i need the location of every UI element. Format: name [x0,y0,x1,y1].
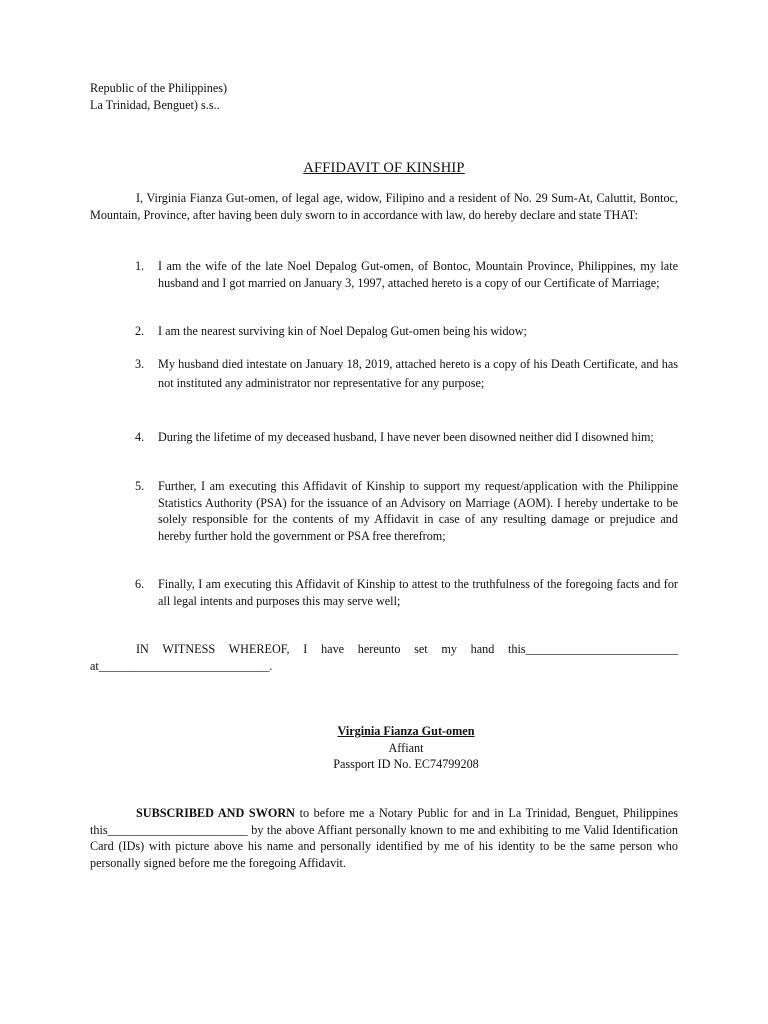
clause-number: 5. [135,479,145,493]
clause-number: 6. [135,577,145,591]
clause-4 [135,429,678,446]
witness-paragraph: IN WITNESS WHEREOF, I have hereunto set my hand this_________________________ at____________________________. [90,642,678,673]
affiant-name: Virginia Fianza Gut-omen [337,724,475,738]
clause-text: Finally, I am executing this Affidavit of Kinship to attest to the truthfulness of the foregoing facts and for all legal intents and purposes this may serve well; [158,577,678,608]
clause-text: Further, I am executing this Affidavit of Kinship to support my request/application with the Philippine Statistics Authority (PSA) for the issuance of an Advisory on Marriage (AOM). I hereby undertake to be solely responsible for the contents of my Affidavit in case of any resulting damage or prejudice and hereby further hold the government or PSA free therefrom; [158,479,678,543]
clause-5 [135,478,678,544]
clause-1 [135,258,678,291]
venue-block [90,80,490,113]
clause-number: 4. [135,430,145,444]
clause-2 [135,323,678,340]
affiant-role: Affiant [388,740,424,755]
intro-paragraph: I, Virginia Fianza Gut-omen, of legal age, widow, Filipino and a resident of No. 29 Sum-At, Caluttit, Bontoc, Mountain, Province, after having been duly sworn to in accordance with law, do hereby declare and state THAT: [90,191,678,222]
clause-text: My husband died intestate on January 18, 2019, attached hereto is a copy of his Death Certificate, and has not instituted any administrator nor representative for any purpose; [158,357,678,390]
signature-block [90,723,722,773]
clause-3 [135,355,678,393]
document-title: AFFIDAVIT OF KINSHIP [303,160,465,176]
venue-line-municipality: La Trinidad, Benguet) s.s.. [90,97,220,112]
clause-number: 3. [135,357,145,371]
clause-6 [135,576,678,609]
jurat-lead: SUBSCRIBED AND SWORN [136,806,295,820]
affiant-passport-id: Passport ID No. EC74799208 [333,757,479,772]
clause-number: 2. [135,324,145,338]
jurat-text: to before me a Notary Public for and in La Trinidad, Benguet, Philippines this_______________________ by the above Affiant personally known to me and exhibiting to me Valid Identification Card (IDs) with picture above his name and personally identified by me of his identity to be the same person who personally signed before me the foregoing Affidavit. [90,806,678,870]
jurat-paragraph [90,805,678,871]
clause-text: I am the nearest surviving kin of Noel Depalog Gut-omen being his widow; [158,324,527,338]
clause-number: 1. [135,259,145,273]
venue-line-country: Republic of the Philippines) [90,81,228,95]
clause-text: During the lifetime of my deceased husband, I have never been disowned neither did I disowned him; [158,430,654,444]
clause-text: I am the wife of the late Noel Depalog Gut-omen, of Bontoc, Mountain Province, Philippines, my late husband and I got married on January 3, 1997, attached hereto is a copy of our Certificate of Marriage; [158,259,678,290]
